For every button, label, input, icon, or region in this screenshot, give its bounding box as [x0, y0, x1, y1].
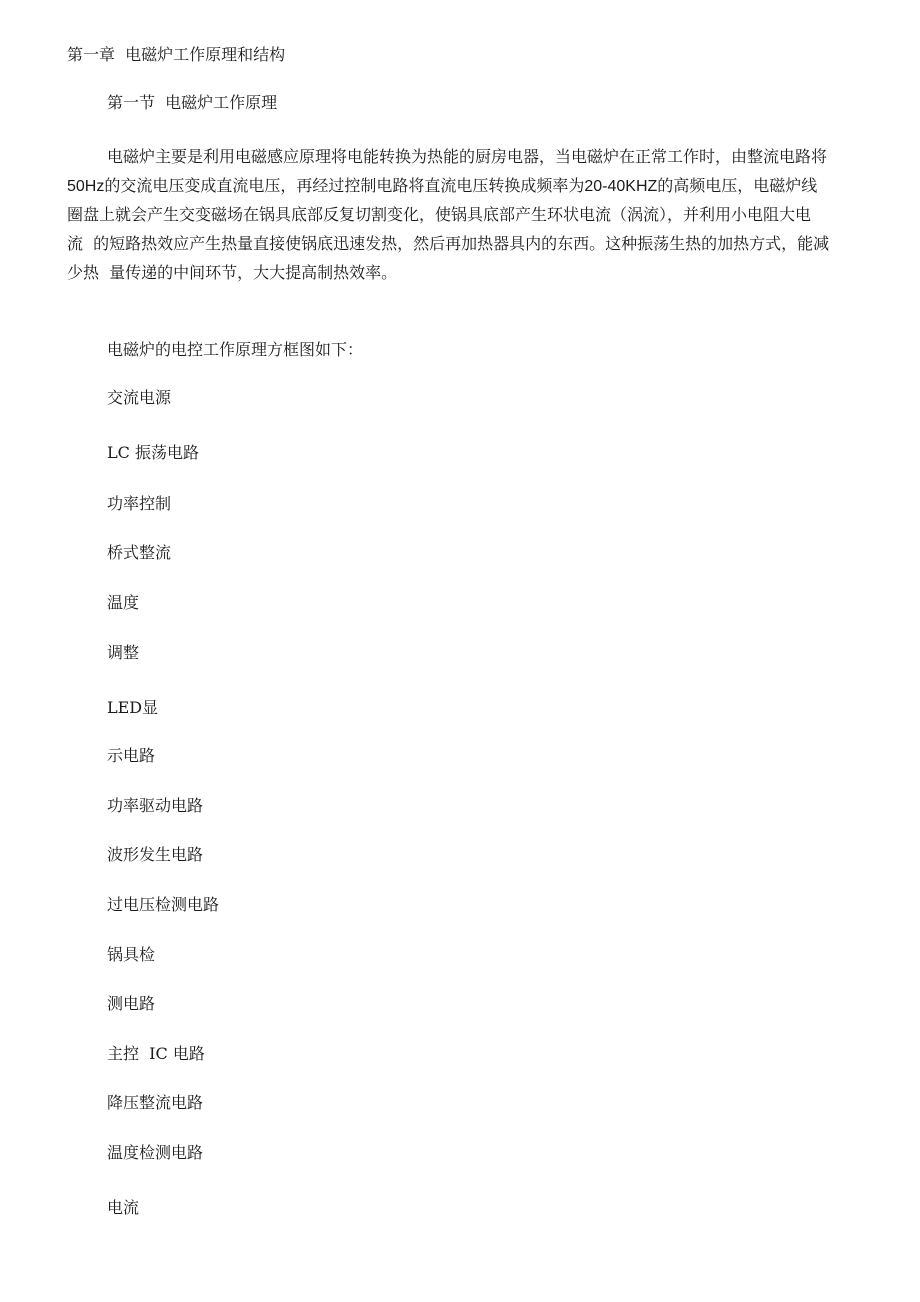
- diagram-label: 过电压检测电路: [107, 895, 220, 914]
- frequency-range: 20-40KHZ: [584, 178, 658, 195]
- diagram-label: 调整: [107, 643, 140, 662]
- diagram-label: 锅具检: [107, 945, 156, 964]
- diagram-label: 交流电源: [107, 388, 172, 407]
- paragraph-line-2: [67, 171, 867, 200]
- diagram-label: LED显: [107, 698, 159, 717]
- diagram-intro: 电磁炉的电控工作原理方框图如下：: [107, 340, 364, 359]
- paragraph-line-3: 圈盘上就会产生交变磁场在锅具底部反复切割变化，使锅具底部产生环状电流（涡流），并利用小电阻大电: [67, 205, 812, 224]
- section-title: 第一节 电磁炉工作原理: [107, 93, 278, 112]
- diagram-label: LC 振荡电路: [107, 443, 199, 462]
- chapter-title: 第一章 电磁炉工作原理和结构: [67, 45, 286, 64]
- paragraph-line-1: 电磁炉主要是利用电磁感应原理将电能转换为热能的厨房电器，当电磁炉在正常工作时，由整流电路将: [107, 147, 828, 166]
- diagram-label: 功率控制: [107, 494, 172, 513]
- diagram-label: 示电路: [107, 746, 156, 765]
- diagram-label: 桥式整流: [107, 543, 172, 562]
- diagram-label: 温度: [107, 593, 140, 612]
- diagram-label: 主控 IC 电路: [107, 1044, 205, 1063]
- intro-paragraph: [67, 142, 867, 287]
- diagram-label: 降压整流电路: [107, 1093, 204, 1112]
- diagram-label: 测电路: [107, 994, 156, 1013]
- paragraph-line-4: 流 的短路热效应产生热量直接使锅底迅速发热，然后再加热器具内的东西。这种振荡生热的加热方式，能减: [67, 234, 830, 253]
- diagram-label: 功率驱动电路: [107, 796, 204, 815]
- paragraph-line-5: 少热 量传递的中间环节，大大提高制热效率。: [67, 263, 398, 282]
- paragraph-line-2-text-a: 的交流电压变成直流电压，再经过控制电路将直流电压转换成频率为: [104, 176, 585, 195]
- diagram-label: 温度检测电路: [107, 1143, 204, 1162]
- paragraph-line-2-text-b: 的高频电压，电磁炉线: [657, 176, 818, 195]
- diagram-label: 电流: [107, 1198, 140, 1217]
- diagram-label: 波形发生电路: [107, 845, 204, 864]
- frequency-50hz: 50Hz: [67, 178, 105, 195]
